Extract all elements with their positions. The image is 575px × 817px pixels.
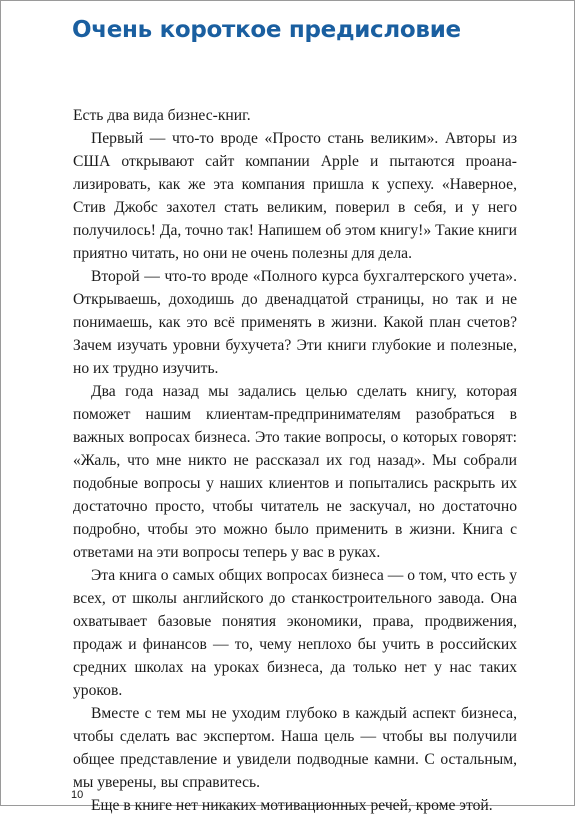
- paragraph-2: Первый — что-то вроде «Просто стань великим». Авторы из США открывают сайт компании Apple и пытаются проанализировать, как же эта компания пришла к успеху. «Наверное, Стив Джобс захотел стать великим, поверил в себя, и у него получилось! Да, точно так! Напишем об этом книгу!» Такие книги приятно читать, но они не очень полезны для дела.: [73, 130, 517, 262]
- paragraph-1: Есть два вида бизнес-книг.: [73, 107, 251, 124]
- paragraph-7: Еще в книге нет никаких мотивационных речей, кроме этой.: [91, 797, 493, 814]
- paragraph-3: Второй — что-то вроде «Полного курса бухгалтерского учета». Открываешь, доходишь до двенадцатой страницы, но так и не понимаешь, как это всё применять в жизни. Какой план счетов? Зачем изучать уровни бухучета? Эти книги глубокие и полезные, но их трудно изучить.: [73, 268, 517, 377]
- paragraph-5: Эта книга о самых общих вопросах бизнеса — о том, что есть у всех, от школы английского до станкостроительного завода. Она охватывает базовые понятия экономики, права, продвижения, продаж и финансов — то, чему неплохо бы учить в российских средних школах на уроках бизнеса, да только нет у нас таких уроков.: [73, 567, 517, 699]
- paragraph-6: Вместе с тем мы не уходим глубоко в каждый аспект бизнеса, чтобы сделать вас экспертом. Наша цель — чтобы вы получили общее представление и увидели подводные камни. С остальным, мы уверены, вы справитесь.: [73, 705, 517, 791]
- body-text: [73, 104, 517, 817]
- paragraph-4: Два года назад мы задались целью сделать книгу, которая поможет нашим клиентам-предпринимателям разобраться в важных вопросах бизнеса. Это такие вопросы, о которых говорят: «Жаль, что мне никто не рассказал их год назад». Мы собрали подобные вопросы у наших клиентов и попытались раскрыть их достаточно просто, чтобы читатель не заскучал, но достаточно подробно, чтобы это можно было применить в жизни. Книга с ответами на эти вопросы теперь у вас в руках.: [73, 383, 517, 561]
- chapter-title: Очень короткое предисловие: [72, 17, 461, 43]
- page-number: 10: [71, 789, 84, 801]
